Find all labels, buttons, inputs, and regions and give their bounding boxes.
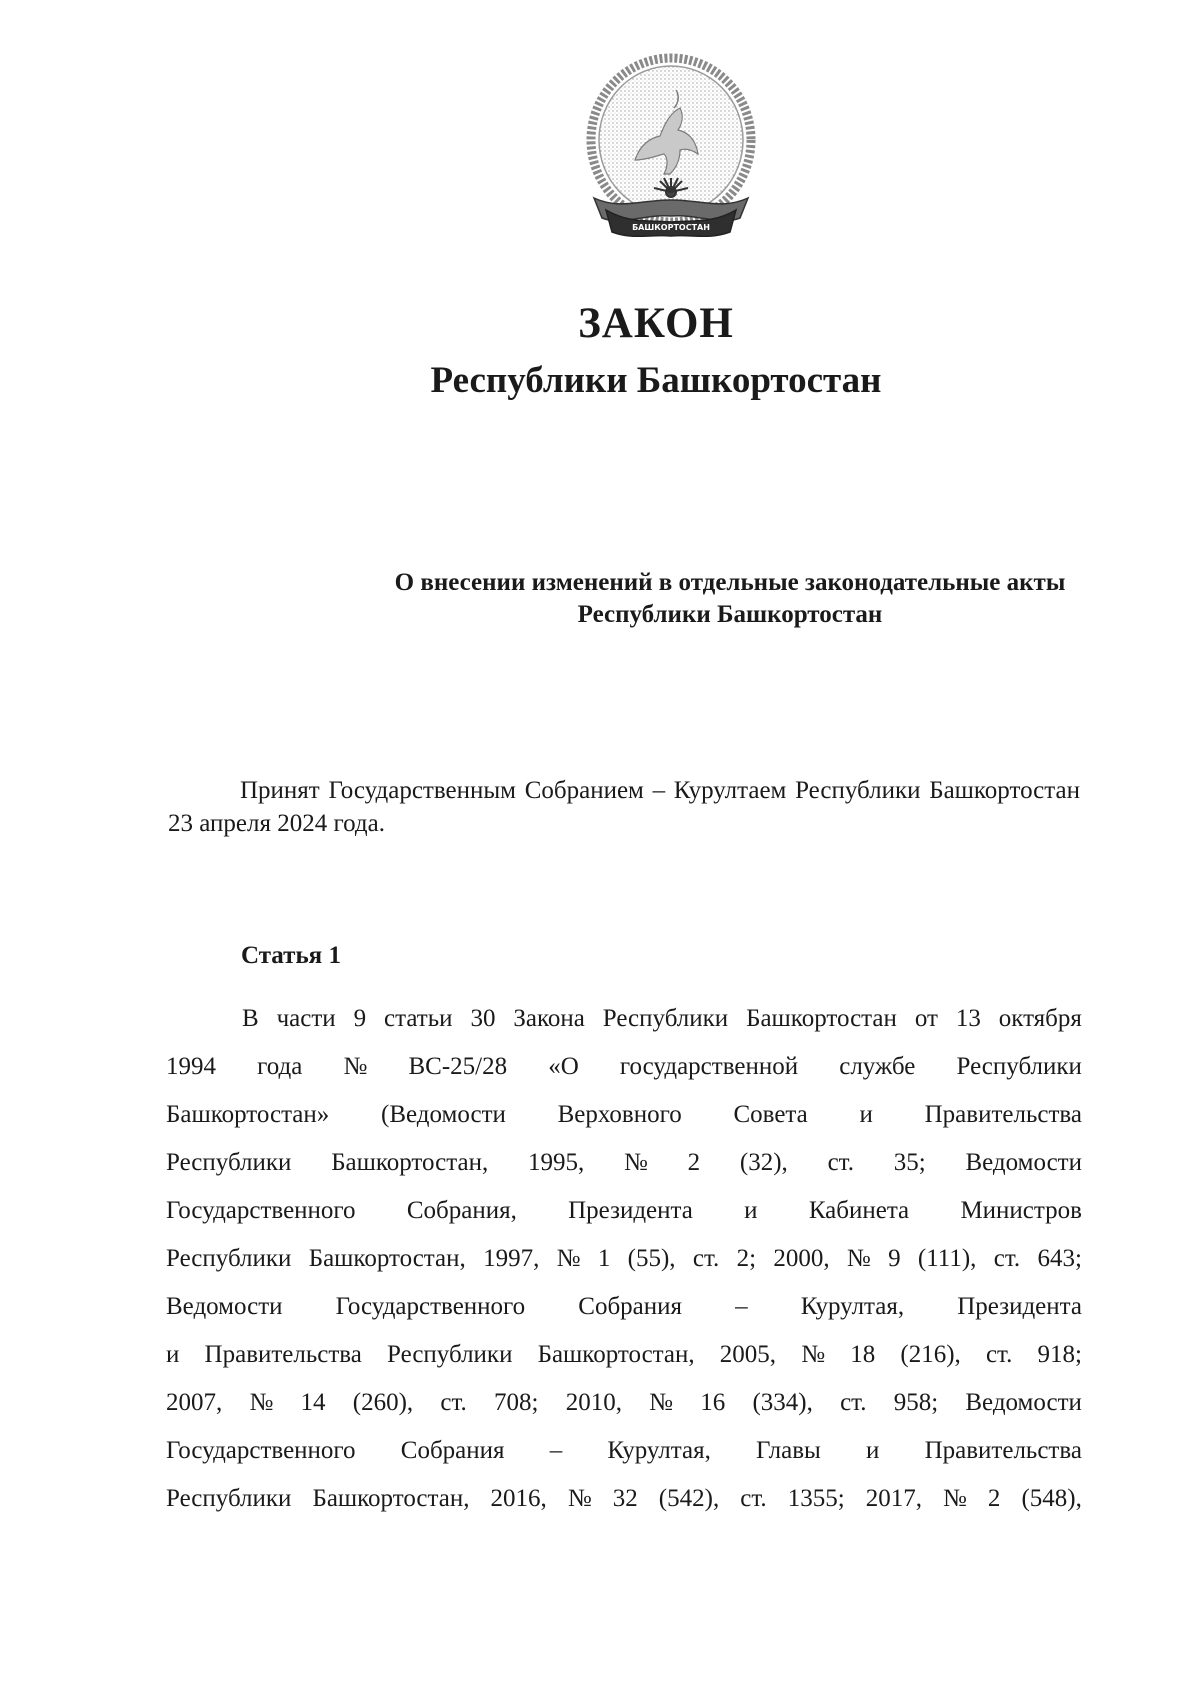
article-1-word: № bbox=[567, 1485, 592, 1512]
article-1-word: – bbox=[735, 1293, 748, 1320]
article-1-word: Башкортостан, bbox=[537, 1341, 695, 1368]
article-1-word: Республики bbox=[602, 1005, 729, 1032]
article-1-word: 918; bbox=[1037, 1341, 1082, 1368]
article-1-word: 16 bbox=[700, 1389, 726, 1416]
coat-of-arms-icon bbox=[580, 50, 762, 250]
article-1-word: 18 bbox=[850, 1341, 876, 1368]
article-1-word: от bbox=[914, 1005, 938, 1032]
article-1-word: 1 bbox=[597, 1245, 611, 1272]
article-1-word: Башкортостан, bbox=[331, 1149, 489, 1176]
article-1-word: – bbox=[549, 1437, 563, 1464]
article-1-word: Правительства bbox=[924, 1101, 1082, 1128]
article-1-word: и bbox=[744, 1197, 758, 1224]
article-1-word: «О bbox=[548, 1053, 579, 1080]
article-1-word: Кабинета bbox=[808, 1197, 910, 1224]
article-1-line bbox=[166, 1235, 1082, 1283]
article-1-word: 2005, bbox=[719, 1341, 777, 1368]
article-1-word: государственной bbox=[619, 1053, 799, 1080]
article-1-word: № bbox=[801, 1341, 826, 1368]
article-1-word: Ведомости bbox=[965, 1389, 1082, 1416]
article-1-word: (216), bbox=[900, 1341, 961, 1368]
article-1-word: ст. bbox=[440, 1389, 467, 1416]
article-1-word: № bbox=[649, 1389, 674, 1416]
article-1-word: Ведомости bbox=[166, 1293, 283, 1320]
article-1-word: 32 bbox=[612, 1485, 638, 1512]
law-subject-line-1: О внесении изменений в отдельные законодательные акты bbox=[394, 569, 1066, 596]
article-1-word: 30 bbox=[470, 1005, 496, 1032]
article-1-word: 35; bbox=[893, 1149, 926, 1176]
article-1-word: 958; bbox=[893, 1389, 939, 1416]
article-1-word: Республики bbox=[166, 1245, 292, 1272]
article-1-word: октября bbox=[998, 1005, 1082, 1032]
article-1-line bbox=[166, 1043, 1082, 1091]
article-1-word: Президента bbox=[957, 1293, 1082, 1320]
article-1-word: ст. bbox=[692, 1245, 720, 1272]
article-1-word: Правительства bbox=[924, 1437, 1082, 1464]
article-1-word: (111), bbox=[917, 1245, 977, 1272]
article-1-word: 2007, bbox=[166, 1389, 223, 1416]
article-1-word: службе bbox=[839, 1053, 916, 1080]
article-1-word: Курултая, bbox=[800, 1293, 905, 1320]
article-1-line bbox=[166, 995, 1082, 1043]
article-1-word: 14 bbox=[300, 1389, 326, 1416]
article-1-word: Главы bbox=[756, 1437, 821, 1464]
article-1-word: (334), bbox=[752, 1389, 813, 1416]
article-1-word: и bbox=[866, 1437, 880, 1464]
article-1-word: Государственного bbox=[166, 1197, 356, 1224]
article-1-word: 9 bbox=[353, 1005, 367, 1032]
article-1-word: (32), bbox=[739, 1149, 788, 1176]
adoption-statement: Принят Государственным Собранием – Курултаем Республики Башкортостан 23 апреля 2024 года. bbox=[168, 777, 1080, 837]
article-1-body bbox=[166, 995, 1082, 1523]
article-1-word: Республики bbox=[956, 1053, 1082, 1080]
article-1-word: 2; bbox=[736, 1245, 757, 1272]
article-1-word: 2 bbox=[687, 1149, 701, 1176]
article-1-line bbox=[166, 1379, 1082, 1427]
article-1-word: ст. bbox=[827, 1149, 854, 1176]
article-1-word: и bbox=[166, 1341, 180, 1368]
article-1-word: (548), bbox=[1021, 1485, 1082, 1512]
article-1-word: Башкортостан, bbox=[312, 1485, 470, 1512]
article-1-word: части bbox=[276, 1005, 336, 1032]
article-1-heading: Статья 1 bbox=[241, 942, 341, 969]
article-1-word: Президента bbox=[568, 1197, 693, 1224]
law-title: ЗАКОН bbox=[578, 300, 734, 347]
article-1-word: № bbox=[624, 1149, 648, 1176]
article-1-word: № bbox=[556, 1245, 581, 1272]
article-1-word: № bbox=[343, 1053, 368, 1080]
emblem-ribbon-text: БАШКОРТОСТАН bbox=[632, 223, 710, 232]
article-1-word: Республики bbox=[166, 1149, 292, 1176]
law-subtitle: Республики Башкортостан bbox=[430, 360, 882, 401]
article-1-line bbox=[166, 1187, 1082, 1235]
article-1-line bbox=[166, 1139, 1082, 1187]
article-1-word: статьи bbox=[384, 1005, 453, 1032]
law-subject-line-2: Республики Башкортостан bbox=[577, 601, 883, 628]
article-1-word: 643; bbox=[1037, 1245, 1082, 1272]
article-1-word: В bbox=[242, 1005, 259, 1032]
article-1-line bbox=[166, 1283, 1082, 1331]
article-1-word: ст. bbox=[840, 1389, 867, 1416]
article-1-word: (Ведомости bbox=[381, 1101, 506, 1128]
article-1-word: (55), bbox=[627, 1245, 676, 1272]
article-1-word: 708; bbox=[494, 1389, 539, 1416]
article-1-word: Башкортостан bbox=[746, 1005, 897, 1032]
article-1-word: Государственного bbox=[166, 1437, 356, 1464]
article-1-word: 2010, bbox=[565, 1389, 622, 1416]
article-1-word: ст. bbox=[740, 1485, 767, 1512]
article-1-word: Верховного bbox=[557, 1101, 682, 1128]
article-1-word: Собрания, bbox=[406, 1197, 517, 1224]
article-1-word: 2000, bbox=[773, 1245, 830, 1272]
article-1-word: Закона bbox=[513, 1005, 585, 1032]
article-1-word: (260), bbox=[352, 1389, 414, 1416]
article-1-line bbox=[166, 1475, 1082, 1523]
article-1-word: года bbox=[257, 1053, 303, 1080]
article-1-word: № bbox=[846, 1245, 871, 1272]
article-1-word: Башкортостан» bbox=[166, 1101, 330, 1128]
article-1-line bbox=[166, 1427, 1082, 1475]
article-1-word: ст. bbox=[985, 1341, 1013, 1368]
article-1-word: 1994 bbox=[166, 1053, 216, 1080]
article-1-word: и bbox=[859, 1101, 873, 1128]
article-1-word: Правительства bbox=[204, 1341, 362, 1368]
article-1-word: ВС-25/28 bbox=[408, 1053, 508, 1080]
article-1-word: (542), bbox=[658, 1485, 720, 1512]
article-1-word: Министров bbox=[960, 1197, 1082, 1224]
article-1-word: ст. bbox=[993, 1245, 1021, 1272]
article-1-word: Башкортостан, bbox=[308, 1245, 466, 1272]
article-1-word: Собрания bbox=[400, 1437, 505, 1464]
article-1-word: Ведомости bbox=[965, 1149, 1082, 1176]
article-1-word: 2016, bbox=[490, 1485, 547, 1512]
article-1-word: Собрания bbox=[578, 1293, 683, 1320]
article-1-word: № bbox=[249, 1389, 274, 1416]
law-subject bbox=[250, 567, 1200, 631]
article-1-word: 2 bbox=[987, 1485, 1001, 1512]
article-1-line bbox=[166, 1091, 1082, 1139]
article-1-word: Государственного bbox=[335, 1293, 526, 1320]
article-1-word: 1995, bbox=[527, 1149, 585, 1176]
article-1-line bbox=[166, 1331, 1082, 1379]
article-1-word: Республики bbox=[387, 1341, 513, 1368]
article-1-word: № bbox=[943, 1485, 967, 1512]
article-1-word: 13 bbox=[955, 1005, 981, 1032]
article-1-word: 1355; bbox=[787, 1485, 845, 1512]
article-1-word: 2017, bbox=[865, 1485, 922, 1512]
article-1-word: Курултая, bbox=[607, 1437, 711, 1464]
article-1-word: 1997, bbox=[483, 1245, 540, 1272]
article-1-word: Совета bbox=[733, 1101, 808, 1128]
article-1-word: 9 bbox=[888, 1245, 901, 1272]
article-1-word: Республики bbox=[166, 1485, 292, 1512]
